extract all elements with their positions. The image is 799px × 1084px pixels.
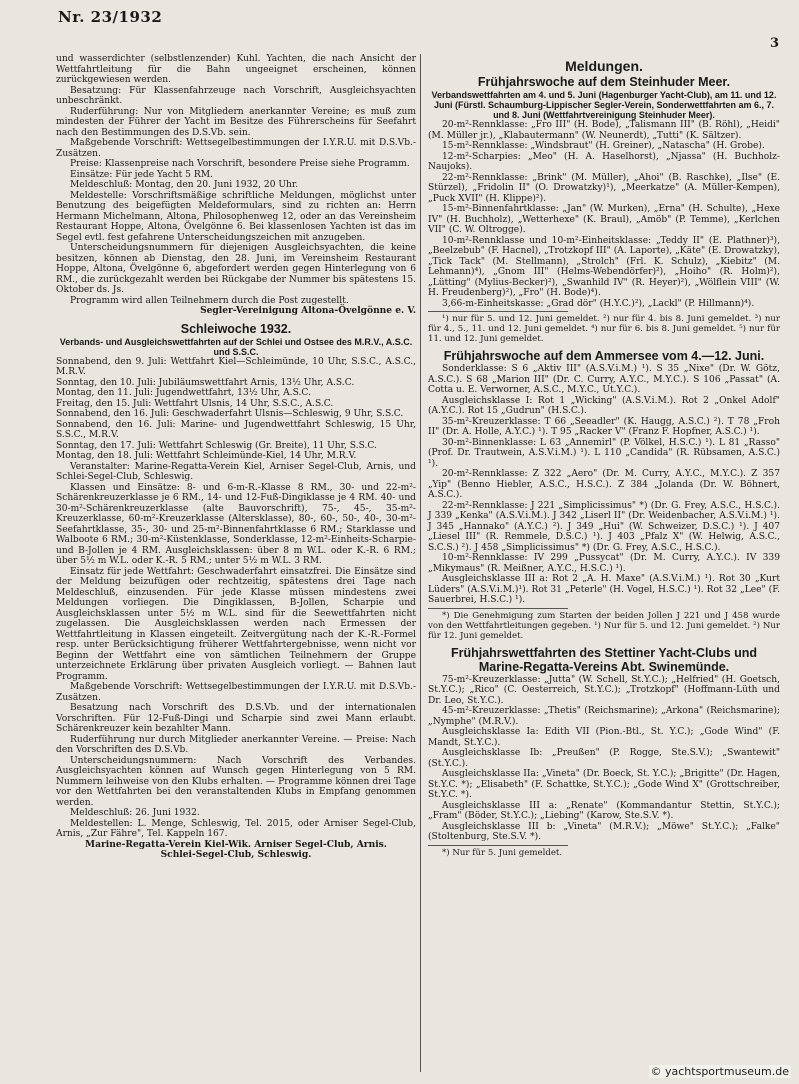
- rule-paragraph: Meldeschluß: 26. Juni 1932.: [70, 808, 200, 818]
- entry: 12-m²-Scharpies: „Meo" (H. A. Haselhorst), „Njassa" (H. Buchholz-Naujoks).: [428, 151, 780, 172]
- rule-paragraph: Meldestellen: L. Menge, Schleswig, Tel. 2015, oder Arniser Segel-Club, Arnis, „Zur Fähre", Tel. Kappeln 167.: [56, 818, 416, 839]
- entry: Ausgleichsklasse IIa: „Vineta" (Dr. Boeck, St. Y.C.); „Brigitte" (Dr. Hagen, St.Y.C. *); „Elisabeth" (F. Schattke, St.Y.C.); „Gode Wind X" (Grottschreiber, St.Y.C. *).: [428, 769, 780, 800]
- club-signature: Schlei-Segel-Club, Schleswig.: [160, 849, 312, 860]
- intro-paragraph: und wasserdichter (selbstlenzender) Kuhl. Yachten, die nach Ansicht der Wettfahrtleitung für die Bahn ungeeignet erscheinen, können zurückgewiesen werden.: [56, 54, 416, 85]
- rule-paragraph: Besatzung nach Vorschrift des D.S.Vb. und der internationalen Vorschriften. Für 12-Fuß-Dingi und Scharpie sind zwei Mann erlaubt. Schärenkreuzer kein bezahlter Mann.: [56, 703, 416, 734]
- footnote: ¹) nur für 5. und 12. Juni gemeldet. ²) nur für 4. bis 8. Juni gemeldet. ³) nur für 4., 5., 11. und 12. Juni gemeldet. ⁴) nur für 6. bis 8. Juni gemeldet. ⁵) nur für 11. und 12. Juni gemeldet.: [428, 314, 780, 344]
- entry: 20-m²-Rennklasse: „Fro III" (H. Bode), „Talismann III" (B. Röhl), „Heidi" (M. Müller jr.), „Klabautermann" (W. Neunerdt), „Tutti" (K. Sältzer).: [428, 120, 780, 141]
- intro-paragraph: Meldestelle: Vorschriftsmäßige schriftliche Meldungen, möglichst unter Benutzung des beigefügten Meldeformulars, sind zu richten an: Herrn Hermann Michelmann, Altona, Philosophenweg 12, oder an das Vereinsheim Restaurant Hoppe, Altona, Övelgönne 6. Bei klassenlosen Yachten ist das im Segel evtl. fest gefahrene Unterscheidungszeichen mit anzugeben.: [56, 190, 416, 243]
- schleiwoche-subtitle: Verbands- und Ausgleichswettfahrten auf der Schlei und Ostsee des M.R.V., A.S.C. und S.S.C.: [59, 336, 413, 357]
- schedule-item: Sonntag, den 17. Juli: Wettfahrt Schleswig (Gr. Breite), 11 Uhr, S.S.C.: [56, 440, 377, 451]
- rule-paragraph: Klassen und Einsätze: 8- und 6-m-R.-Klasse 8 RM., 30- und 22-m²-Schärenkreuzerklasse je 6 RM., 14- und 12-Fuß-Dingiklasse je 4 RM. 40- und 30-m²-Schärenkreuzerklasse (alte Bauvorschrift), 75-, 45-, 35-m²-Kreuzerklasse, 60-m²-Kreuzerklasse (Altersklasse), 80-, 60-, 50-, 40-, 30-m²-Seefahrtklasse, 35-, 30- und 25-m²-Binnenfahrtklasse 6 RM.; Starklasse und Walboote 6 RM.; 30-m²-Küstenklasse, Sonderklasse, 12-m²-Einheits-Scharpie- und B-Jollen je 4 RM. Ausgleichsklassen: über 8 m W.L. oder K.-R. 6 RM.; über 5½ m W.L. oder K.-R. 5 RM.; unter 5½ m W.L. 3 RM.: [56, 482, 416, 566]
- schedule-item: Freitag, den 15. Juli: Wettfahrt Ulsnis, 14 Uhr, S.S.C., A.S.C.: [56, 398, 334, 409]
- entry: Ausgleichsklasse III a: Rot 2 „A. H. Maxe" (A.S.V.i.M.) ¹). Rot 30 „Kurt Lüders" (A.S.V.i.M.)¹). Rot 31 „Peterle" (H. Vogel, H.S.C.) ¹). Rot 32 „Lee" (F. Sauerbrei, H.S.C.) ¹).: [428, 574, 780, 605]
- rule-paragraph: Einsatz für jede Wettfahrt: Geschwaderfahrt einsatzfrei. Die Einsätze sind der Meldung beizufügen oder rechtzeitig, spätestens drei Tage nach Meldeschluß, einzusenden. Für jede Klasse müssen mindestens zwei Meldungen vorliegen. Die Dingiklassen, B-Jollen, Scharpie und Ausgleichsklassen unter 5½ m W.L. sind für die Seewettfahrten nicht zugelassen. Die Ausgleichsklassen werden nach Ermessen der Wettfahrtleitung in Klassen eingeteilt. Zeitvergütung nach der K.-R.-Formel resp. unter Berücksichtigung früherer Wettfahrtergebnisse, wenn nicht vor Beginn der Wettfahrt eine von sämtlichen Teilnehmern der Gruppe unterzeichnete Erklärung über privaten Ausgleich vorliegt. — Bahnen laut Programm.: [56, 566, 416, 682]
- intro-signature: Segler-Vereinigung Altona-Övelgönne e. V.: [200, 305, 416, 316]
- entry: 22-m²-Rennklasse: J 221 „Simplicissimus" *) (Dr. G. Frey, A.S.C., H.S.C.). J 339 „Kenka" (A.S.V.i.M.). J 342 „Liserl II" (Dr. Weidenbacher, A.S.V.i.M.) ¹). J 345 „Hannako" (A.Y.C.) ²). J 349 „Hui" (W. Schweizer, D.S.C.) ¹). J 407 „Liesel III" (R. Remmele, D.S.C.) ¹). J 403 „Pfalz X" (W. Helwig, A.S.C., S.C.S.) ²). J 458 „Simplicissimus" *) (Dr. G. Frey, A.S.C., H.S.C.).: [428, 500, 780, 553]
- entry: 22-m²-Rennklasse: „Brink" (M. Müller), „Ahoi" (B. Raschke), „Ilse" (E. Stürzel), „Fridolin II" (O. Drowatzky)¹), „Meerkatze" (A. Müller-Kempen), „Puck XVII" (H. Klippe)²).: [428, 172, 780, 204]
- watermark[interactable]: © yachtsportmuseum.de: [650, 1065, 789, 1078]
- intro-paragraph: Ruderführung: Nur von Mitgliedern anerkannter Vereine; es muß zum mindesten der Führer der Yacht im Besitze des Führerscheins für Seefahrt nach den Bestimmungen des D.S.Vb. sein.: [56, 106, 416, 138]
- entry: Ausgleichsklasse Ib: „Preußen" (P. Rogge, Ste.S.V.); „Swantewit" (St.Y.C.).: [428, 748, 780, 769]
- right-column: [428, 54, 780, 858]
- page-number: 3: [769, 36, 779, 51]
- steinhude-subtitle: Verbandswettfahrten am 4. und 5. Juni (Hagenburger Yacht-Club), am 11. und 12. Juni (Fürstl. Schaumburg-Lippischer Segler-Verein, Sonderwettfahrten am 6., 7. und 8. Juni (Wettfahrtvereinigung Steinhuder Meer).: [431, 90, 777, 120]
- column-divider: [420, 54, 421, 1072]
- entry: 15-m²-Rennklasse: „Windsbraut" (H. Greiner), „Natascha" (H. Grobe).: [442, 141, 765, 151]
- entry: 10-m²-Rennklasse und 10-m²-Einheitsklasse: „Teddy II" (E. Plathner)³), „Beelzebub" (F. Hacnel), „Trotzkopf III" (A. Laporte), „Käte" (E. Drowatzky), „Tick Tack" (M. Stellmann), „Strolch" (Frl. K. Schulz), „Kiebitz" (M. Lehmann)⁴), „Gnom III" (Helms-Webendörfer)²), „Hoiho" (R. Holm)²), „Lütting" (Mylius-Becker)²), „Swanhild IV" (R. Heyer)²), „Wölflein VIII" (W. H. Freudenberg)²), „Fro" (H. Bode)⁴).: [428, 235, 780, 298]
- schedule-item: Sonnabend, den 9. Juli: Wettfahrt Kiel—Schleimünde, 10 Uhr, S.S.C., A.S.C., M.R.V.: [56, 356, 416, 377]
- entry: 20-m²-Rennklasse: Z 322 „Aero" (Dr. M. Curry, A.Y.C., M.Y.C.). Z 357 „Yip" (Benno Hiebler, A.S.C., H.S.C.). Z 384 „Jolanda (Dr. W. Böhnert, A.S.C.).: [428, 469, 780, 500]
- entry: Ausgleichsklasse III b: „Vineta" (M.R.V.); „Möwe" St.Y.C.); „Falke" (Stoltenburg, Ste.S.V. *).: [428, 821, 780, 842]
- left-column: [56, 54, 416, 861]
- entry: Ausgleichsklasse I: Rot 1 „Wicking" (A.S.V.i.M.). Rot 2 „Onkel Adolf" (A.Y.C.). Rot 15 „Gudrun" (H.S.C.).: [428, 395, 780, 416]
- schedule-item: Sonnabend, den 16. Juli: Marine- und Jugendwettfahrt Schleswig, 15 Uhr, S.S.C., M.R.V.: [56, 419, 416, 440]
- entry: Ausgleichsklasse III a: „Renate" (Kommandantur Stettin, St.Y.C.); „Fram" (Böder, St.Y.C.); „Liebing" (Karow, Ste.S.V. *).: [428, 800, 780, 821]
- schedule-item: Sonnabend, den 16. Juli: Geschwaderfahrt Ulsnis—Schleswig, 9 Uhr, S.S.C.: [56, 409, 404, 419]
- intro-paragraph: Unterscheidungsnummern für diejenigen Ausgleichsyachten, die keine besitzen, können ab Dienstag, den 28. Juni, im Vereinsheim Restaurant Hoppe, Altona, Övelgönne 6, abgefordert werden gegen Hinterlegung von 6 RM., die zurückgezahlt werden bei Rückgabe der Nummer bis spätestens 15. Oktober ds. Js.: [56, 243, 416, 295]
- steinhude-title: Frühjahrswoche auf dem Steinhuder Meer.: [477, 75, 731, 89]
- intro-paragraph: Einsätze: Für jede Yacht 5 RM.: [70, 169, 213, 180]
- rule-paragraph: Veranstalter: Marine-Regatta-Verein Kiel, Arniser Segel-Club, Arnis, und Schlei-Segel-Club, Schleswig.: [56, 461, 416, 482]
- entry: 15-m²-Binnenfahrtklasse: „Jan" (W. Murken), „Erna" (H. Schulte), „Hexe IV" (H. Buchholz), „Wetterhexe" (K. Braul), „Amöb" (P. Temme), „Kerlchen VII" (C. W. Oltrogge).: [428, 204, 780, 235]
- intro-paragraph: Maßgebende Vorschrift: Wettsegelbestimmungen der I.Y.R.U. mit D.S.Vb.-Zusätzen.: [56, 138, 416, 159]
- entry: 35-m²-Kreuzerklasse: T 66 „Seeadler" (K. Haugg, A.S.C.) ²). T 78 „Froh II" (Dr. A. Holle, A.Y.C.) ¹). T 95 „Racker V" (Franz F. Hopfner, A.S.C.) ¹).: [428, 416, 780, 437]
- entry: 3,66-m-Einheitskasse: „Grad dör" (H.Y.C.)²), „Lackl" (P. Hillmann)⁴).: [442, 298, 755, 309]
- schedule-item: Montag, den 18. Juli: Wettfahrt Schleimünde-Kiel, 14 Uhr, M.R.V.: [56, 451, 357, 461]
- entry: Sonderklasse: S 6 „Aktiv III" (A.S.V.i.M.) ¹). S 35 „Nixe" (Dr. W. Götz, A.S.C.). S 68 „Marion III" (Dr. C. Curry, A.Y.C., M.Y.C.). S 106 „Passat" (A. Cotta u. E. Verworner, A.S.C., M.Y.C., Ut.Y.C.).: [428, 364, 780, 395]
- intro-paragraph: Besatzung: Für Klassenfahrzeuge nach Vorschrift, Ausgleichsyachten unbeschränkt.: [56, 85, 416, 106]
- footnote-rule: [428, 845, 568, 846]
- schleiwoche-title: Schleiwoche 1932.: [180, 321, 292, 336]
- club-signature: Marine-Regatta-Verein Kiel-Wik. Arniser Segel-Club, Arnis.: [85, 838, 387, 850]
- entry: 30-m²-Binnenklasse: L 63 „Annemirl" (P. Völkel, H.S.C.) ¹). L 81 „Rasso" (Prof. Dr. Trautwein, A.S.V.i.M.) ¹). L 110 „Candida" (R. Rübsamen, A.S.C.) ¹).: [428, 437, 780, 469]
- footnote: *) Die Genehmigung zum Starten der beiden Jollen J 221 und J 458 wurde von den Wettfahrtleitungen gegeben. ¹) Nur für 5. und 12. Juni gemeldet. ²) Nur für 12. Juni gemeldet.: [428, 610, 780, 641]
- entry: 75-m²-Kreuzerklasse: „Jutta" (W. Schell, St.Y.C.); „Helfried" (H. Goetsch, St.Y.C.); „Rico" (C. Oesterreich, St.Y.C.); „Trotzkopf" (Hoffmann-Lüth und Dr. Leo, St.Y.C.).: [428, 674, 780, 706]
- entry: Ausgleichsklasse Ia: Edith VII (Pion.-Btl., St. Y.C.); „Gode Wind" (F. Mandt, St.Y.C.).: [428, 727, 780, 748]
- rule-paragraph: Maßgebende Vorschrift: Wettsegelbestimmungen der I.Y.R.U. mit D.S.Vb.-Zusätzen.: [56, 682, 416, 703]
- schedule-item: Sonntag, den 10. Juli: Jubiläumswettfahrt Arnis, 13½ Uhr, A.S.C.: [56, 377, 355, 388]
- intro-paragraph: Programm wird allen Teilnehmern durch die Post zugestellt.: [70, 295, 349, 306]
- footnote-rule: [428, 608, 568, 609]
- issue-number: Nr. 23/1932: [58, 8, 163, 26]
- intro-paragraph: Preise: Klassenpreise nach Vorschrift, besondere Preise siehe Programm.: [70, 159, 410, 169]
- schedule-item: Montag, den 11. Juli: Jugendwettfahrt, 13½ Uhr, A.S.C.: [56, 388, 311, 398]
- footnote: *) Nur für 5. Juni gemeldet.: [442, 847, 563, 858]
- meldungen-title: Meldungen.: [565, 58, 643, 74]
- stettin-title: Frühjahrswettfahrten des Stettiner Yacht-Clubs und Marine-Regatta-Vereins Abt. Swinemünde.: [450, 645, 758, 674]
- entry: 45-m²-Kreuzerklasse: „Thetis" (Reichsmarine); „Arkona" (Reichsmarine); „Nymphe" (M.R.V.).: [428, 706, 780, 727]
- entry: 10-m²-Rennklasse: IV 299 „Pussycat" (Dr. M. Curry, A.Y.C.). IV 339 „Mikymaus" (R. Meißner, A.Y.C., H.S.C.) ¹).: [428, 553, 780, 574]
- footnote-rule: [428, 311, 568, 312]
- intro-paragraph: Meldeschluß: Montag, den 20. Juni 1932, 20 Uhr.: [70, 180, 299, 190]
- ammersee-title: Frühjahrswoche auf dem Ammersee vom 4.—12. Juni.: [443, 349, 765, 363]
- rule-paragraph: Ruderführung nur durch Mitglieder anerkannter Vereine. — Preise: Nach den Vorschriften des D.S.Vb.: [56, 734, 416, 755]
- rule-paragraph: Unterscheidungsnummern: Nach Vorschrift des Verbandes. Ausgleichsyachten können auf Wunsch gegen Hinterlegung von 5 RM. Nummern leihweise von den Klubs erhalten. — Programme können drei Tage vor den Wettfahrten bei den veranstaltenden Klubs in Empfang genommen werden.: [56, 755, 416, 808]
